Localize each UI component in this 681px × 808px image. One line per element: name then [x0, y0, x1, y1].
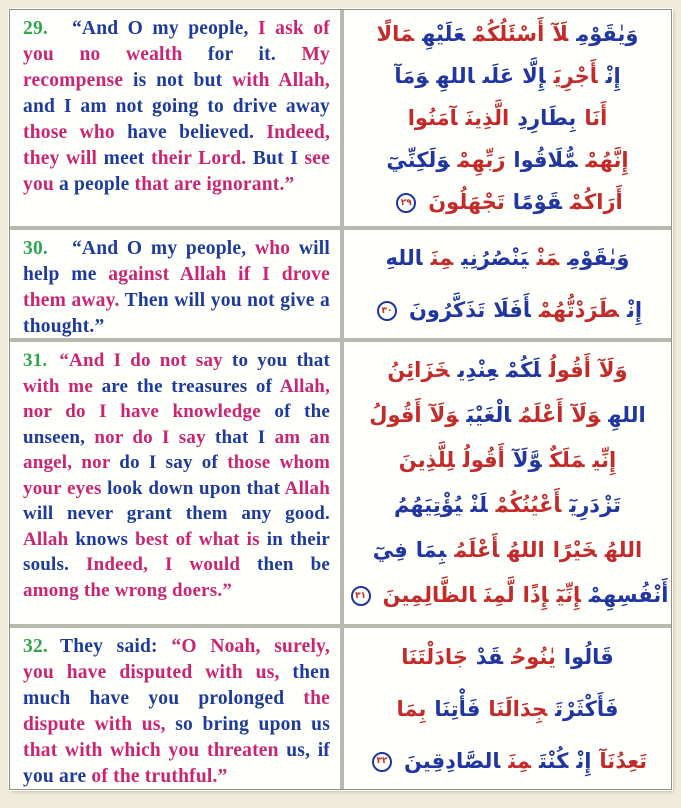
text-segment: will help me	[23, 238, 330, 285]
verse-30-arabic-cell	[344, 230, 671, 338]
text-segment: look down upon that	[107, 477, 281, 499]
arabic-word: إِنْ	[626, 298, 643, 322]
text-segment: My recompense	[23, 44, 331, 91]
arabic-word: مُّلَاقُوا	[513, 148, 578, 172]
text-segment: that I	[215, 426, 266, 448]
text-segment: is not but	[132, 70, 223, 91]
arabic-word: وَمَآ	[394, 64, 429, 88]
text-segment: us, if you are	[23, 740, 331, 787]
verse-29-english-cell	[10, 10, 340, 226]
arabic-word: وَلَآ	[429, 403, 459, 427]
arabic-line	[395, 438, 620, 483]
verse-32-english-cell	[10, 628, 340, 789]
arabic-word: جَادَلْتَنَا	[401, 644, 468, 669]
arabic-word: إِنِّي	[592, 448, 617, 472]
arabic-word: أَعْيُنُكُمْ	[495, 493, 562, 517]
text-segment: of the unseen,	[23, 401, 331, 448]
arabic-word: كُنْتَ	[538, 748, 569, 773]
arabic-word: إِلَّا	[522, 64, 546, 88]
text-segment: that are ignorant.”	[134, 174, 295, 195]
arabic-word: أَقُولُ	[369, 403, 422, 427]
text-segment: and I am not going to drive away	[23, 96, 330, 117]
arabic-word: أَرَاكُمْ	[569, 190, 623, 214]
text-segment: the dispute with us,	[23, 688, 330, 735]
text-segment: “And O my people,	[71, 238, 247, 259]
arabic-word: أَعْلَمُ	[454, 538, 500, 562]
text-segment: “O Noah, surely, you have disputed with us,	[23, 636, 331, 683]
arabic-line	[373, 13, 643, 55]
arabic-word: وَيٰقَوْمِ	[576, 22, 639, 46]
text-segment: am an angel, nor	[23, 426, 330, 473]
arabic-word: تَجْهَلُونَ	[428, 190, 505, 214]
arabic-word: عَلَيْهِ	[422, 22, 465, 46]
arabic-word: لَكُمْ	[506, 358, 541, 382]
arabic-word: قَوْمًا	[512, 190, 562, 214]
arabic-word: أَعْلَمُ	[519, 403, 564, 427]
text-segment: that with which you threaten	[23, 740, 279, 761]
arabic-word: لِلَّذِينَ	[398, 448, 455, 472]
arabic-word: أَنَا	[584, 106, 608, 130]
arabic-word: إِنْ	[576, 748, 592, 773]
text-segment: nor do I say	[94, 426, 206, 448]
arabic-line	[404, 97, 612, 139]
verse-number: 32.	[23, 636, 48, 657]
arabic-word: أَجْرِيَ	[553, 64, 598, 88]
arabic-word: يُؤْتِيَهُمُ	[393, 493, 463, 517]
text-segment: knows	[75, 528, 129, 550]
arabic-word: لَّمِنَ	[484, 583, 515, 607]
arabic-word: وَلَآ	[571, 403, 601, 427]
arabic-word: وَيٰقَوْمِ	[567, 246, 630, 270]
arabic-line	[388, 181, 627, 223]
arabic-word: فَأْتِنَا	[434, 696, 481, 721]
text-segment: of the truthful.”	[91, 766, 228, 787]
text-segment: Then will you not give a thought.”	[23, 290, 330, 337]
verse-number: 31.	[23, 350, 48, 371]
verses-grid	[9, 9, 672, 790]
arabic-line	[390, 483, 625, 528]
arabic-line	[369, 528, 646, 573]
text-segment: I ask of you no wealth	[23, 18, 330, 65]
text-segment: with Allah,	[232, 70, 330, 91]
arabic-word: طَرَدْتُّهُمْ	[538, 298, 619, 322]
arabic-word: أَقُولُ	[462, 448, 505, 472]
arabic-word: بِطَارِدِ	[517, 106, 577, 130]
verse-29-arabic-cell	[344, 10, 671, 226]
arabic-line	[365, 393, 649, 438]
arabic-word: خَزَائِنُ	[387, 358, 450, 382]
arabic-line	[382, 139, 632, 181]
arabic-word: اللهُ	[507, 538, 545, 562]
arabic-word: جِدَالَنَا	[488, 696, 548, 721]
arabic-word: أَنْفُسِهِمْ	[588, 583, 669, 607]
arabic-word: قَالُوا	[563, 644, 614, 669]
text-segment: those who	[23, 122, 115, 143]
arabic-word: الظَّالِمِينَ	[382, 583, 477, 607]
arabic-line	[390, 55, 624, 97]
arabic-word: عِنْدِي	[457, 358, 499, 382]
text-segment: among the wrong doers.”	[23, 579, 233, 601]
text-segment: best of what is	[135, 528, 260, 550]
arabic-word: اللهُ	[604, 538, 643, 562]
arabic-word: مِنَ	[508, 748, 531, 773]
verse-end-marker-icon: ٣١	[351, 586, 371, 606]
arabic-line	[369, 284, 646, 336]
arabic-line	[382, 232, 634, 284]
verse-number: 29.	[23, 18, 48, 39]
verse-end-marker-icon: ٢٩	[396, 193, 416, 213]
text-segment: then much have you prolonged	[23, 662, 331, 709]
arabic-word: فِيٓ	[372, 538, 408, 562]
verse-32-arabic-cell	[344, 628, 671, 789]
arabic-word: الَّذِينَ	[465, 106, 510, 130]
arabic-word: قَدْ	[475, 644, 504, 669]
arabic-word: عَلَى	[482, 64, 515, 88]
text-segment: in their souls.	[23, 528, 330, 575]
text-segment: with me	[23, 375, 93, 397]
text-segment: for it.	[207, 44, 276, 65]
text-segment: They said:	[59, 636, 158, 657]
text-segment: Allah, nor do I have knowledge	[23, 375, 331, 422]
arabic-word: أَقُولُ	[548, 358, 591, 382]
arabic-word: تَذَكَّرُونَ	[408, 298, 486, 322]
arabic-word: لَنْ	[470, 493, 488, 517]
arabic-word: مَنْ	[536, 246, 560, 270]
text-segment: meet	[103, 148, 145, 169]
arabic-word: وَّلَآ	[512, 448, 542, 472]
text-segment: a people	[59, 174, 130, 195]
arabic-word: مَلَكٌ	[549, 448, 585, 472]
arabic-word: اللهِ	[608, 403, 646, 427]
text-segment: Indeed, I would	[85, 554, 241, 575]
arabic-line	[392, 683, 622, 735]
text-segment: Indeed, they will	[23, 122, 331, 169]
arabic-line	[397, 631, 618, 683]
text-segment: But I	[252, 148, 299, 169]
arabic-word: الْغَيْبَ	[466, 403, 512, 427]
arabic-word: إِنِّيٓ	[556, 583, 581, 607]
verse-31-arabic-cell	[344, 342, 671, 624]
text-segment: see you	[23, 148, 331, 195]
text-segment: “And I do not say	[59, 350, 223, 371]
verse-30-english-cell	[10, 230, 340, 338]
text-segment: then be	[257, 554, 330, 575]
text-segment: those whom your eyes	[23, 452, 330, 499]
arabic-word: أَفَلَا	[493, 298, 531, 322]
text-segment: will never grant them any good.	[23, 503, 330, 524]
arabic-word: آمَنُوا	[407, 106, 458, 130]
arabic-word: إِنَّهُمْ	[585, 148, 629, 172]
arabic-word: خَيْرًا	[552, 538, 597, 562]
arabic-word: أَسْئَلُكُمْ	[473, 22, 545, 46]
arabic-word: بِمَا	[415, 538, 447, 562]
arabic-word: إِذًا	[522, 583, 549, 607]
arabic-word: بِمَا	[396, 696, 427, 721]
arabic-word: لَآ	[552, 22, 569, 46]
arabic-line	[364, 735, 651, 787]
arabic-word: وَلَكِنِّيٓ	[386, 148, 450, 172]
text-segment: against Allah if I drove them away.	[23, 264, 330, 311]
arabic-word: الصَّادِقِينَ	[403, 748, 501, 773]
arabic-word: إِنْ	[605, 64, 621, 88]
arabic-word: اللهِ	[436, 64, 475, 88]
text-segment: to you that	[231, 350, 330, 371]
text-segment: “And O my people,	[71, 18, 249, 39]
arabic-line	[344, 573, 671, 618]
text-segment: Allah	[23, 528, 69, 550]
arabic-line	[383, 348, 631, 393]
arabic-word: مِنَ	[430, 246, 454, 270]
text-segment: Allah	[284, 477, 331, 499]
arabic-word: تَزْدَرِيٓ	[569, 493, 622, 517]
arabic-word: فَأَكْثَرْتَ	[555, 696, 619, 721]
text-segment: have believed.	[127, 122, 255, 143]
text-segment: their Lord.	[151, 148, 247, 169]
arabic-word: مَالًا	[376, 22, 415, 46]
arabic-word: وَلَآ	[598, 358, 628, 382]
text-segment: so bring upon us	[175, 714, 330, 735]
arabic-word: رَبِّهِمْ	[457, 148, 506, 172]
text-segment: are the treasures of	[101, 375, 273, 397]
verse-number: 30.	[23, 238, 48, 259]
verse-end-marker-icon: ٣٢	[372, 752, 392, 772]
text-segment: who	[254, 238, 291, 259]
text-segment: do I say of	[119, 452, 219, 473]
arabic-word: يٰنُوحُ	[511, 644, 556, 669]
arabic-word: يَنْصُرُنِي	[461, 246, 529, 270]
verse-end-marker-icon: ٣٠	[377, 301, 397, 321]
arabic-word: تَعِدُنَآ	[599, 748, 648, 773]
verse-31-english-cell	[10, 342, 340, 624]
arabic-word: اللهِ	[385, 246, 423, 270]
